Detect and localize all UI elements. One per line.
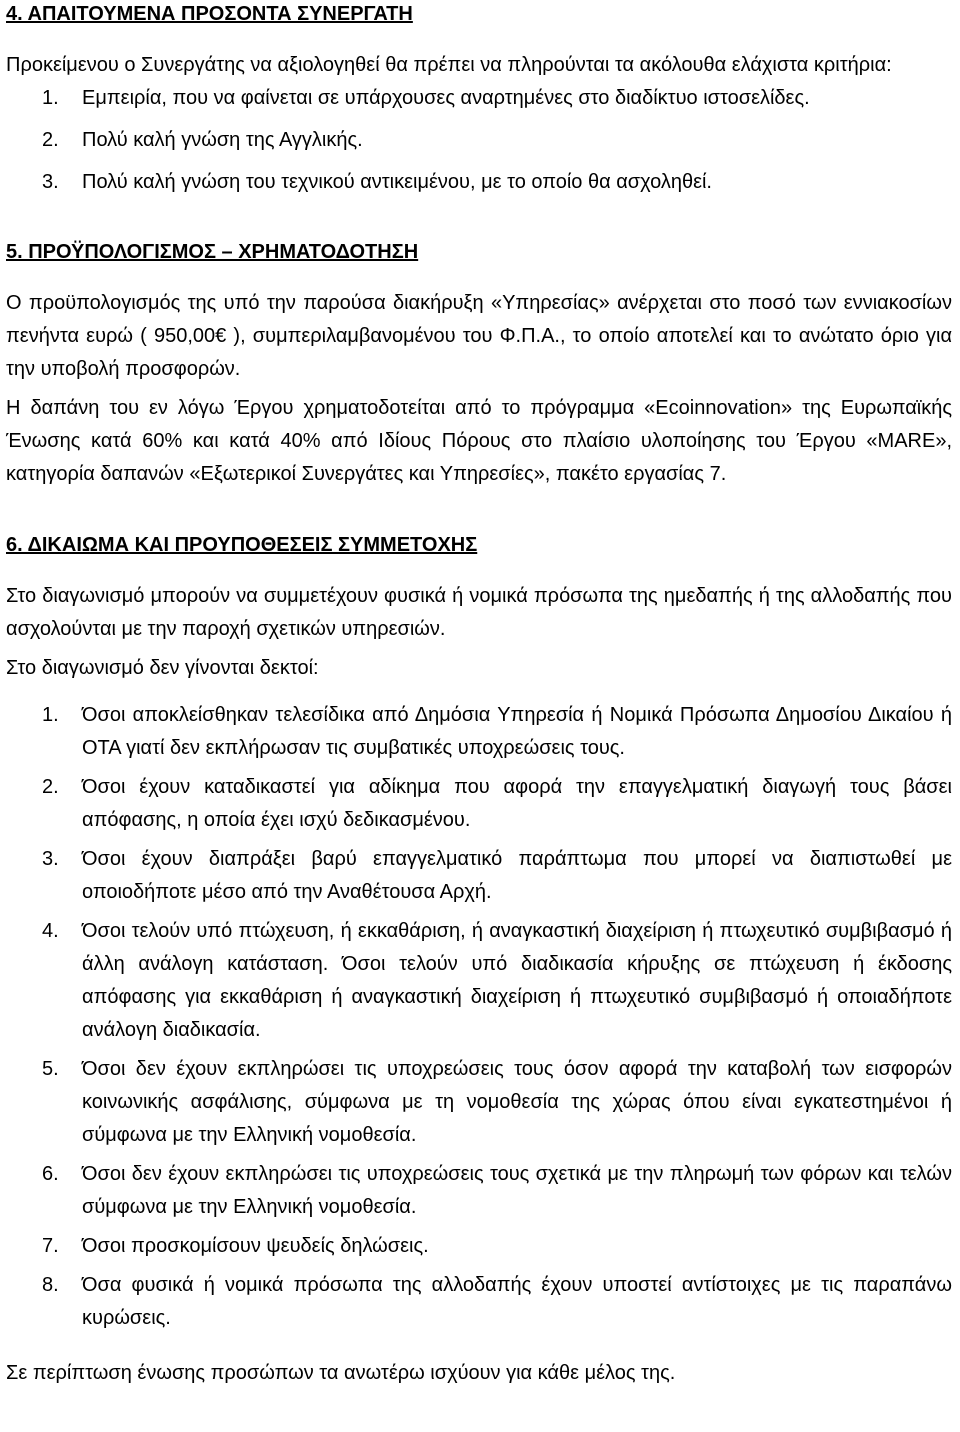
list-item bbox=[6, 699, 952, 765]
list-item-number: 3. bbox=[42, 171, 59, 193]
section-6-eligibility-paragraph: Στο διαγωνισμό μπορούν να συμμετέχουν φυσικά ή νομικά πρόσωπα της ημεδαπής ή της αλλοδαπής που ασχολούνται με την παροχή σχετικών υπηρεσιών. bbox=[6, 585, 952, 640]
list-item bbox=[6, 771, 952, 837]
list-item-number: 5. bbox=[42, 1058, 59, 1080]
list-item-text: Όσοι δεν έχουν εκπληρώσει τις υποχρεώσεις τους σχετικά με την πληρωμή των φόρων και τελών σύμφωνα με την Ελληνική νομοθεσία. bbox=[82, 1163, 952, 1218]
list-item-text: Όσοι έχουν καταδικαστεί για αδίκημα που αφορά την επαγγελματική διαγωγή τους βάσει απόφασης, η οποία έχει ισχύ δεδικασμένου. bbox=[82, 776, 952, 831]
section-4-criteria-list bbox=[6, 82, 952, 199]
list-item bbox=[6, 1230, 952, 1263]
list-item-text: Όσοι τελούν υπό πτώχευση, ή εκκαθάριση, ή αναγκαστική διαχείριση ή πτωχευτικό συμβιβασμό ή άλλη ανάλογη κατάσταση. Όσοι τελούν υπό διαδικασία κήρυξης σε πτώχευση ή έκδοσης απόφασης για εκκαθάριση ή αναγκαστική διαχείριση ή πτωχευτικό συμβιβασμό ή οποιαδήποτε ανάλογη διαδικασία. bbox=[82, 920, 952, 1041]
section-6-footer-note: Σε περίπτωση ένωσης προσώπων τα ανωτέρω ισχύουν για κάθε μέλος της. bbox=[6, 1362, 676, 1384]
section-5-title: 5. ΠΡΟΫΠΟΛΟΓΙΣΜΟΣ – ΧΡΗΜΑΤΟΔΟΤΗΣΗ bbox=[6, 241, 419, 263]
section-6-title: 6. ΔΙΚΑΙΩΜΑ ΚΑΙ ΠΡΟΥΠΟΘΕΣΕΙΣ ΣΥΜΜΕΤΟΧΗΣ bbox=[6, 534, 478, 556]
list-item-text: Όσοι προσκομίσουν ψευδείς δηλώσεις. bbox=[82, 1235, 429, 1257]
list-item-text: Όσοι δεν έχουν εκπληρώσει τις υποχρεώσεις τους όσον αφορά την καταβολή των εισφορών κοινωνικής ασφάλισης, σύμφωνα με τη νομοθεσία της χώρας όπου είναι εγκατεστημένοι ή σύμφωνα με την Ελληνική νομοθεσία. bbox=[82, 1058, 952, 1146]
list-item-text: Πολύ καλή γνώση του τεχνικού αντικειμένου, με το οποίο θα ασχοληθεί. bbox=[82, 171, 712, 193]
list-item bbox=[6, 843, 952, 909]
list-item-number: 1. bbox=[42, 704, 59, 726]
section-6-exclusions-intro: Στο διαγωνισμό δεν γίνονται δεκτοί: bbox=[6, 657, 319, 679]
list-item-number: 2. bbox=[42, 776, 59, 798]
section-6-exclusions-list bbox=[6, 699, 952, 1335]
list-item-number: 7. bbox=[42, 1235, 59, 1257]
list-item bbox=[6, 124, 952, 157]
list-item-number: 8. bbox=[42, 1274, 59, 1296]
list-item-number: 3. bbox=[42, 848, 59, 870]
list-item-number: 1. bbox=[42, 87, 59, 109]
list-item-text: Εμπειρία, που να φαίνεται σε υπάρχουσες αναρτημένες στο διαδίκτυο ιστοσελίδες. bbox=[82, 87, 810, 109]
list-item bbox=[6, 915, 952, 1047]
list-item bbox=[6, 1053, 952, 1152]
list-item-text: Όσοι έχουν διαπράξει βαρύ επαγγελματικό παράπτωμα που μπορεί να διαπιστωθεί με οποιοδήποτε μέσο από την Αναθέτουσα Αρχή. bbox=[82, 848, 952, 903]
list-item bbox=[6, 166, 952, 199]
list-item bbox=[6, 1269, 952, 1335]
section-4-title: 4. ΑΠΑΙΤΟΥΜΕΝΑ ΠΡΟΣΟΝΤΑ ΣΥΝΕΡΓΑΤΗ bbox=[6, 3, 413, 25]
list-item bbox=[6, 82, 952, 115]
section-4-intro: Προκείμενου ο Συνεργάτης να αξιολογηθεί θα πρέπει να πληρούνται τα ακόλουθα ελάχιστα κριτήρια: bbox=[6, 54, 892, 76]
section-5-funding-paragraph: Η δαπάνη του εν λόγω Έργου χρηματοδοτείται από το πρόγραμμα «Ecoinnovation» της Ευρωπαϊκής Ένωσης κατά 60% και κατά 40% από Ιδίους Πόρους στο πλαίσιο υλοποίησης του Έργου «MARE», κατηγορία δαπανών «Εξωτερικοί Συνεργάτες και Υπηρεσίες», πακέτο εργασίας 7. bbox=[6, 397, 952, 485]
list-item-number: 6. bbox=[42, 1163, 59, 1185]
section-5-budget-paragraph: Ο προϋπολογισμός της υπό την παρούσα διακήρυξη «Υπηρεσίας» ανέρχεται στο ποσό των εννιακοσίων πενήντα ευρώ ( 950,00€ ), συμπεριλαμβανομένου του Φ.Π.Α., το οποίο αποτελεί και το ανώτατο όριο για την υποβολή προσφορών. bbox=[6, 292, 952, 380]
list-item-text: Πολύ καλή γνώση της Αγγλικής. bbox=[82, 129, 363, 151]
list-item-number: 4. bbox=[42, 920, 59, 942]
list-item bbox=[6, 1158, 952, 1224]
list-item-text: Όσα φυσικά ή νομικά πρόσωπα της αλλοδαπής έχουν υποστεί αντίστοιχες με τις παραπάνω κυρώσεις. bbox=[82, 1274, 952, 1329]
list-item-number: 2. bbox=[42, 129, 59, 151]
list-item-text: Όσοι αποκλείσθηκαν τελεσίδικα από Δημόσια Υπηρεσία ή Νομικά Πρόσωπα Δημοσίου Δικαίου ή ΟΤΑ γιατί δεν εκπλήρωσαν τις συμβατικές υποχρεώσεις τους. bbox=[82, 704, 952, 759]
